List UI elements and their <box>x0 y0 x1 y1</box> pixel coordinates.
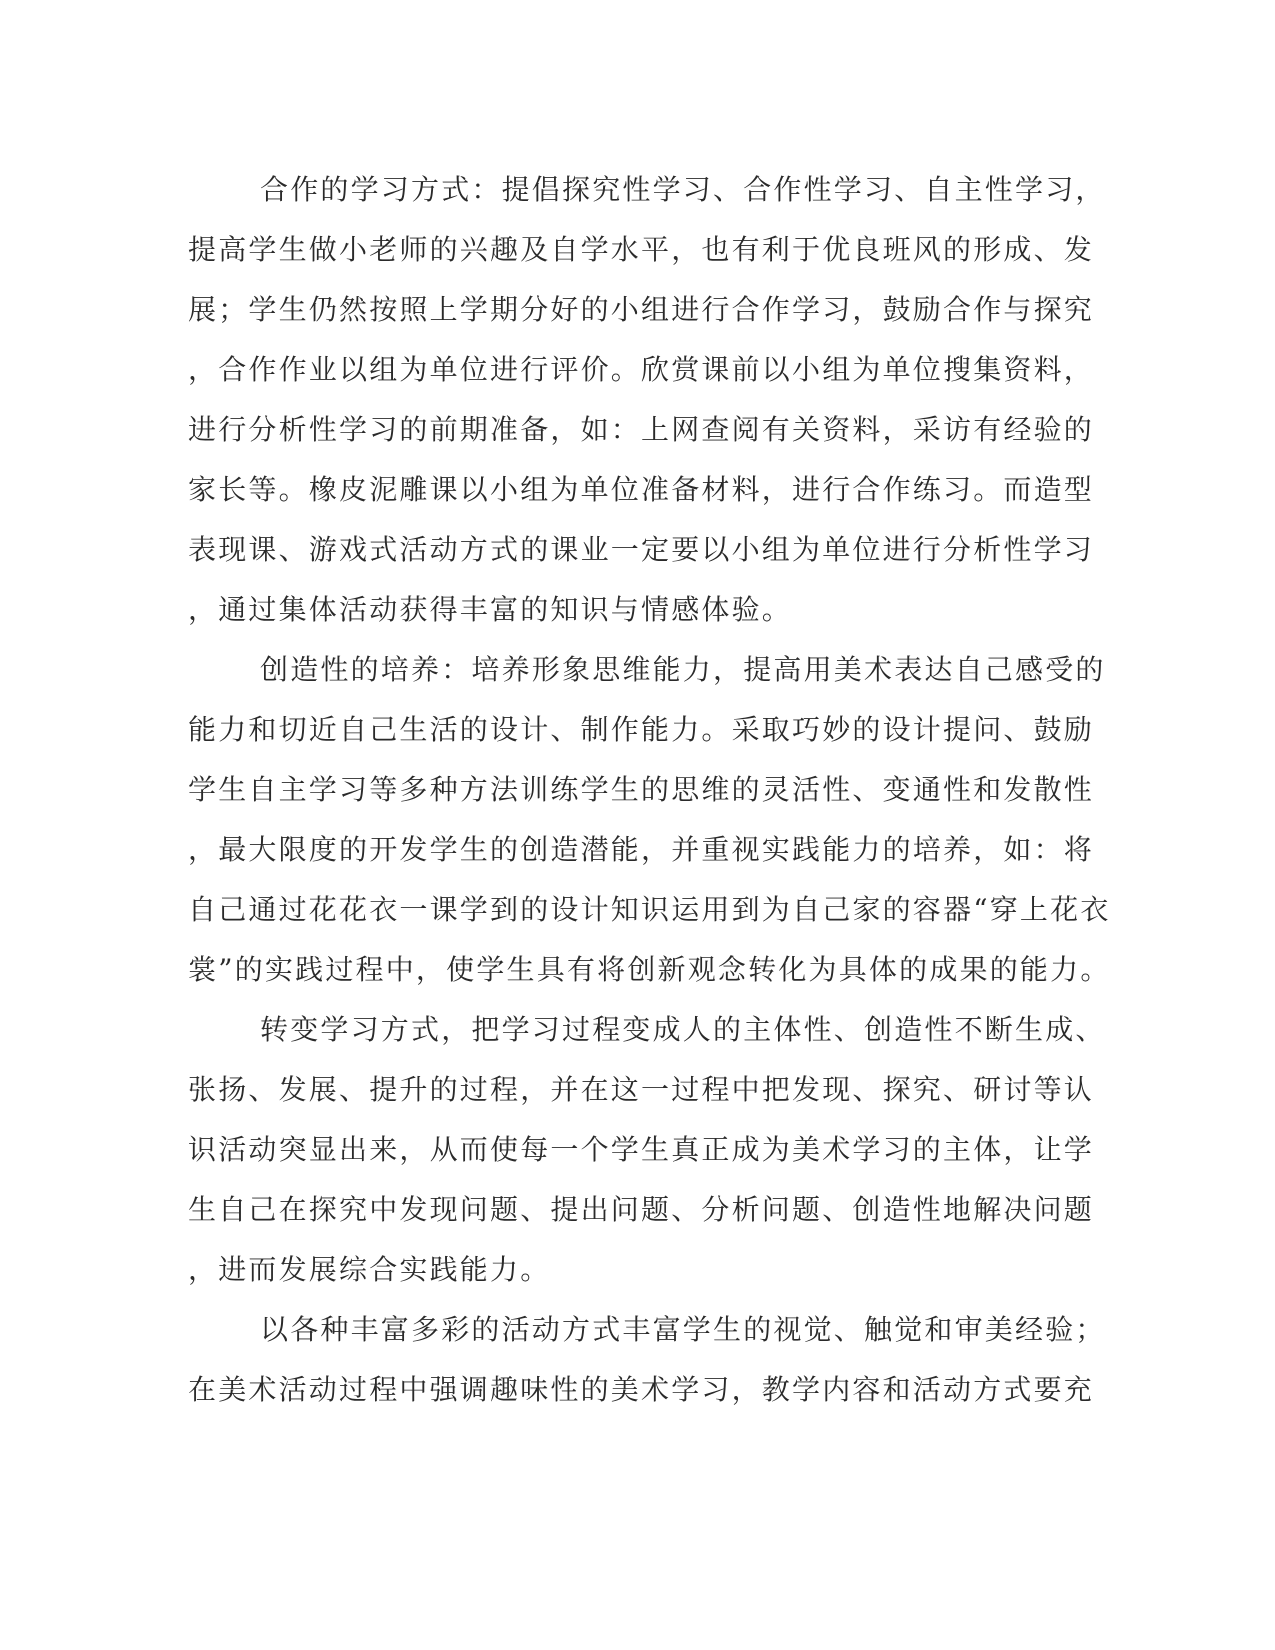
body-text <box>188 160 1111 1420</box>
paragraph-3-line-2: 张扬、发展、提升的过程，并在这一过程中把发现、探究、研讨等认 <box>188 1073 1095 1106</box>
paragraph-1-line-7: 表现课、游戏式活动方式的课业一定要以小组为单位进行分析性学习 <box>188 533 1095 566</box>
paragraph-2-line-5: 自己通过花花衣一课学到的设计知识运用到为自己家的容器“穿上花衣 <box>188 893 1111 926</box>
paragraph-1-line-3: 展；学生仍然按照上学期分好的小组进行合作学习，鼓励合作与探究 <box>188 293 1095 326</box>
paragraph-3-line-5: ，进而发展综合实践能力。 <box>188 1253 551 1286</box>
paragraph-2-line-2: 能力和切近自己生活的设计、制作能力。采取巧妙的设计提问、鼓励 <box>188 713 1095 746</box>
paragraph-2-line-4: ，最大限度的开发学生的创造潜能，并重视实践能力的培养，如：将 <box>188 833 1095 866</box>
paragraph-1-line-1: 合作的学习方式：提倡探究性学习、合作性学习、自主性学习， <box>260 173 1106 206</box>
paragraph-1-line-8: ，通过集体活动获得丰富的知识与情感体验。 <box>188 593 793 626</box>
paragraph-1-line-5: 进行分析性学习的前期准备，如：上网查阅有关资料，采访有经验的 <box>188 413 1095 446</box>
paragraph-4-line-1: 以各种丰富多彩的活动方式丰富学生的视觉、触觉和审美经验； <box>260 1313 1106 1346</box>
paragraph-2-line-1: 创造性的培养：培养形象思维能力，提高用美术表达自己感受的 <box>260 653 1106 686</box>
paragraph-2-line-3: 学生自主学习等多种方法训练学生的思维的灵活性、变通性和发散性 <box>188 773 1095 806</box>
paragraph-4-line-2: 在美术活动过程中强调趣味性的美术学习，教学内容和活动方式要充 <box>188 1373 1095 1406</box>
paragraph-1-line-4: ，合作作业以组为单位进行评价。欣赏课前以小组为单位搜集资料， <box>188 353 1095 386</box>
paragraph-3-line-1: 转变学习方式，把学习过程变成人的主体性、创造性不断生成、 <box>260 1013 1106 1046</box>
paragraph-1-line-6: 家长等。橡皮泥雕课以小组为单位准备材料，进行合作练习。而造型 <box>188 473 1095 506</box>
paragraph-1-line-2: 提高学生做小老师的兴趣及自学水平，也有利于优良班风的形成、发 <box>188 233 1095 266</box>
paragraph-3-line-4: 生自己在探究中发现问题、提出问题、分析问题、创造性地解决问题 <box>188 1193 1095 1226</box>
paragraph-2-line-6: 裳”的实践过程中，使学生具有将创新观念转化为具体的成果的能力。 <box>188 953 1111 986</box>
paragraph-3-line-3: 识活动突显出来，从而使每一个学生真正成为美术学习的主体，让学 <box>188 1133 1095 1166</box>
